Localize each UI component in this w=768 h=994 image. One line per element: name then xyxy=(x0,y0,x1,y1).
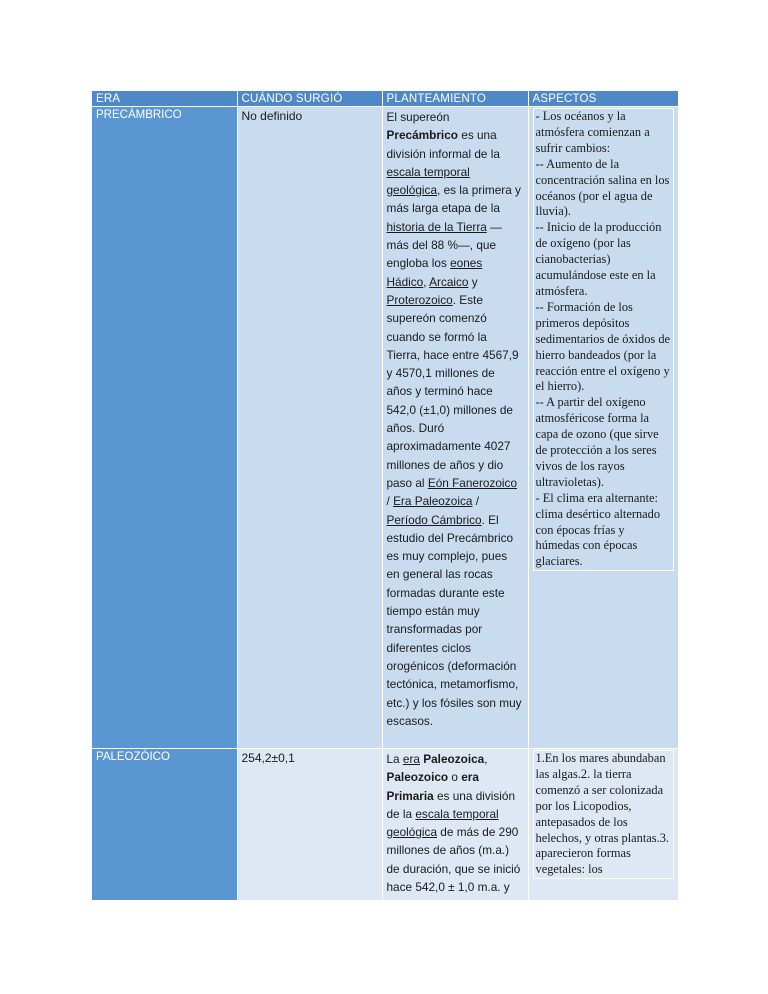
link-historia-tierra[interactable]: historia de la Tierra xyxy=(386,219,487,234)
aspect-line: - El clima era alternante: clima desértico alternado con épocas frías y húmedas con épocas glaciares. xyxy=(535,490,661,569)
era-description: La era Paleozoica, Paleozoico o era Primaria es una división de la escala temporal geológica de más de 290 millones de años (m.a.) de duración, que se inició hace 542,0 ± 1,0 m.a. y xyxy=(382,749,528,901)
aspect-line: -- Formación de los primeros depósitos sedimentarios de óxidos de hierro bandeados (por la reacción entre el oxígeno y el hierro). xyxy=(535,299,671,394)
header-plan: PLANTEAMIENTO xyxy=(382,91,528,107)
aspect-line: -- Inicio de la producción de oxígeno (por las cianobacterias) acumulándose este en la atmósfera. xyxy=(535,220,662,298)
era-description: El supereón Precámbrico es una división informal de la escala temporal geológica, es la primera y más larga etapa de la historia de la Tierra —más del 88 %—, que engloba los eones Hádico, Arcaico y Proterozoico. Este supereón comenzó cuando se formó la Tierra, hace entre 4567,9 y 4570,1 millones de años y terminó hace 542,0 (±1,0) millones de años. Duró aproximadamente 4027 millones de años y dio paso al Eón Fanerozoico / Era Paleozoica / Período Cámbrico. El estudio del Precámbrico es muy complejo, pues en general las rocas formadas durante este tiempo están muy transformadas por diferentes ciclos orogénicos (deformación tectónica, metamorfismo, etc.) y los fósiles son muy escasos. xyxy=(382,107,528,749)
eras-table xyxy=(92,91,678,900)
header-when: CUÁNDO SURGIÓ xyxy=(237,91,382,107)
link-escala-temporal[interactable]: escala temporal geológica xyxy=(386,806,499,840)
table-row xyxy=(92,749,678,901)
link-escala-temporal[interactable]: escala temporal geológica xyxy=(386,164,470,198)
link-proterozoico[interactable]: Proterozoico xyxy=(386,292,453,307)
link-era-paleozoica[interactable]: Era Paleozoica xyxy=(393,494,473,509)
link-eon-fanerozoico[interactable]: Eón Fanerozoico xyxy=(427,475,518,490)
table-row xyxy=(92,107,678,749)
link-era[interactable]: era xyxy=(402,752,420,766)
header-aspects: ASPECTOS xyxy=(528,91,678,107)
link-eones-hadico[interactable]: eones Hádico xyxy=(386,256,483,289)
link-periodo-cambrico[interactable]: Período Cámbrico xyxy=(386,512,482,527)
era-origin: 254,2±0,1 xyxy=(237,749,382,901)
table-header-row xyxy=(92,91,678,107)
era-aspects xyxy=(528,107,678,749)
aspect-line: -- A partir del oxígeno atmosféricose forma la capa de ozono (que sirve de protección a los seres vivos de los rayos ultravioletas). xyxy=(535,395,659,489)
aspect-line: -- Aumento de la concentración salina en los océanos (por el agua de lluvia). xyxy=(535,156,670,219)
era-origin: No definido xyxy=(237,107,382,749)
header-era: ERA xyxy=(92,91,237,107)
link-arcaico[interactable]: Arcaico xyxy=(429,274,469,289)
aspect-line: - Los océanos y la atmósfera comienzan a sufrir cambios: xyxy=(535,109,650,155)
era-name: PRECÁMBRICO xyxy=(92,107,237,749)
era-name: PALEOZÓICO xyxy=(92,749,237,901)
document-page xyxy=(92,91,678,900)
era-aspects: 1.En los mares abundaban las algas.2. la tierra comenzó a ser colonizada por los Licopodios, antepasados de los helechos, y otras plantas.3. aparecieron formas vegetales: los xyxy=(528,749,678,901)
